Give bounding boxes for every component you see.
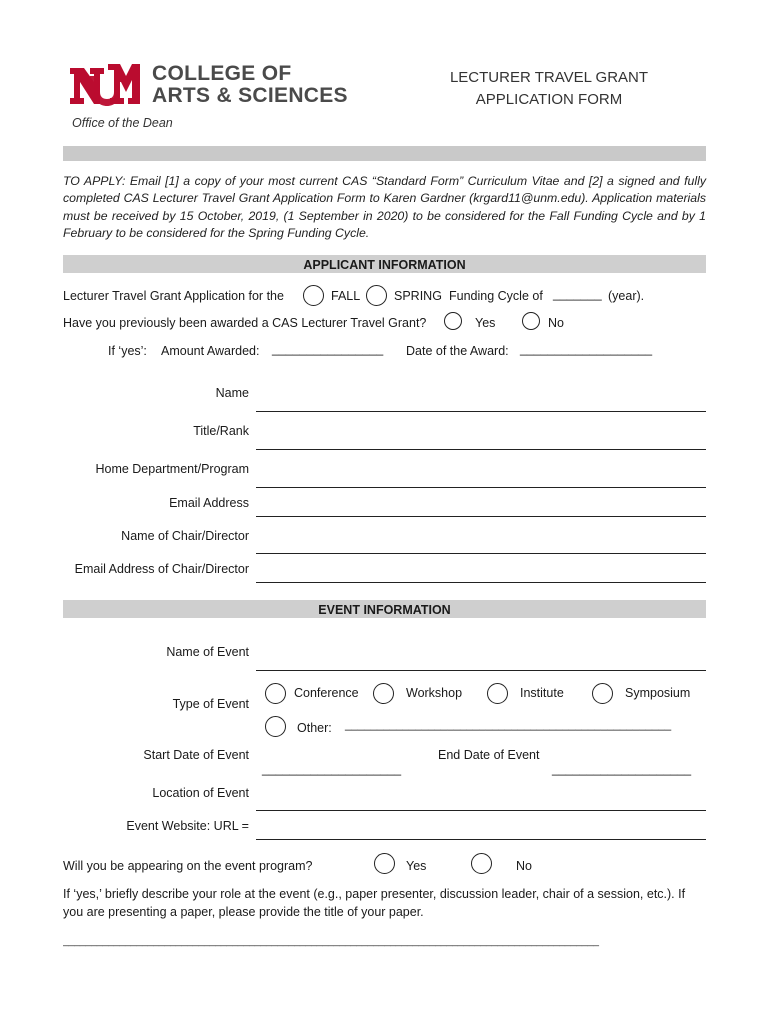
award-date-field[interactable]: ___________________ [520, 342, 653, 356]
name-label: Name [215, 386, 249, 400]
website-field[interactable] [256, 839, 706, 840]
divider-bar [63, 146, 706, 161]
chair-email-field[interactable] [256, 582, 706, 583]
program-yes-label: Yes [406, 859, 427, 873]
previous-yes-label: Yes [475, 316, 496, 330]
unm-logo-icon [68, 62, 140, 110]
year-suffix: (year). [608, 289, 645, 303]
other-field[interactable]: ___________________________________________________ [345, 719, 672, 731]
workshop-radio[interactable] [373, 683, 394, 704]
event-name-field[interactable] [256, 670, 706, 671]
chair-email-label: Email Address of Chair/Director [74, 562, 249, 576]
conference-radio[interactable] [265, 683, 286, 704]
role-prompt: If ‘yes,’ briefly describe your role at the event (e.g., paper presenter, discussion leader, chair of a session, etc.). If you are presenting a paper, please provide the title of your paper. [63, 887, 686, 919]
college-line-1: COLLEGE OF [152, 62, 292, 85]
title-field[interactable] [256, 449, 706, 450]
program-prompt: Will you be appearing on the event program? [63, 859, 313, 873]
chair-field[interactable] [256, 553, 706, 554]
fall-radio[interactable] [303, 285, 324, 306]
event-heading: EVENT INFORMATION [63, 600, 706, 618]
fall-label: FALL [331, 289, 361, 303]
end-date-field[interactable]: ____________________ [552, 762, 692, 776]
year-field[interactable]: _______ [553, 287, 602, 301]
event-name-label: Name of Event [166, 645, 249, 659]
website-label: Event Website: URL = [126, 819, 249, 833]
start-date-label: Start Date of Event [143, 748, 249, 762]
amount-field[interactable]: ________________ [272, 342, 384, 356]
form-title [420, 67, 678, 111]
office-of-dean: Office of the Dean [72, 116, 173, 130]
form-title-line-1: LECTURER TRAVEL GRANT [449, 69, 649, 86]
applicant-heading: APPLICANT INFORMATION [63, 255, 706, 273]
instructions: TO APPLY: Email [1] a copy of your most current CAS “Standard Form” Curriculum Vitae and [2] a signed and fully completed CAS Lecturer Travel Grant Application Form to Karen Gardner (krgard11@unm.edu). Application materials must be received by 15 October, 2019, (1 September in 2020) to be considered for the Fall Funding Cycle and by 1 February to be considered for the Spring Funding Cycle. [63, 174, 706, 240]
other-radio[interactable] [265, 716, 286, 737]
institute-label: Institute [520, 686, 564, 700]
symposium-label: Symposium [625, 686, 691, 700]
previous-grant-prompt: Have you previously been awarded a CAS Lecturer Travel Grant? [63, 316, 427, 330]
program-no-radio[interactable] [471, 853, 492, 874]
symposium-radio[interactable] [592, 683, 613, 704]
previous-no-radio[interactable] [522, 312, 540, 330]
conference-label: Conference [294, 686, 359, 700]
cycle-prompt: Lecturer Travel Grant Application for the [63, 289, 284, 303]
college-name [152, 63, 348, 107]
department-label: Home Department/Program [95, 462, 249, 476]
workshop-label: Workshop [406, 686, 463, 700]
other-label: Other: [297, 721, 332, 735]
spring-label: SPRING [394, 289, 442, 303]
start-date-field[interactable]: ____________________ [262, 762, 402, 776]
program-no-label: No [516, 859, 532, 873]
previous-yes-radio[interactable] [444, 312, 462, 330]
if-yes-label: If ‘yes’: [108, 344, 147, 358]
event-type-label: Type of Event [172, 697, 249, 711]
award-date-label: Date of the Award: [406, 344, 509, 358]
institute-radio[interactable] [487, 683, 508, 704]
college-line-2: ARTS & SCIENCES [152, 84, 348, 107]
end-date-label: End Date of Event [438, 748, 540, 762]
department-field[interactable] [256, 487, 706, 488]
location-field[interactable] [256, 810, 706, 811]
form-title-line-2: APPLICATION FORM [475, 91, 623, 108]
program-yes-radio[interactable] [374, 853, 395, 874]
amount-label: Amount Awarded: [161, 344, 260, 358]
email-field[interactable] [256, 516, 706, 517]
role-field[interactable]: _______________________________________________________________________________________________ [63, 935, 599, 947]
email-label: Email Address [169, 496, 249, 510]
funding-cycle-label: Funding Cycle of [449, 289, 543, 303]
location-label: Location of Event [152, 786, 249, 800]
spring-radio[interactable] [366, 285, 387, 306]
name-field[interactable] [256, 411, 706, 412]
previous-no-label: No [548, 316, 564, 330]
title-label: Title/Rank [193, 424, 249, 438]
chair-label: Name of Chair/Director [121, 529, 249, 543]
